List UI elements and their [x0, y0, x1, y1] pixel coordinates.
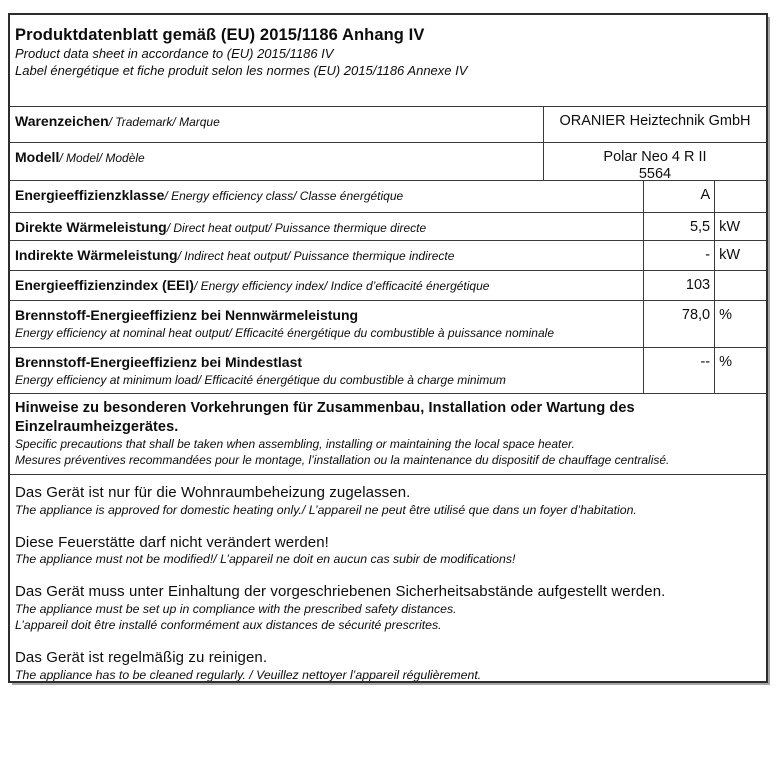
instruction-translation-en: The appliance must be set up in compliance with the prescribed safety distances. — [15, 602, 457, 617]
indirect-heat-label-de: Indirekte Wärmeleistung — [15, 247, 178, 263]
model-label-de: Modell — [15, 149, 60, 165]
eei-value: 103 — [643, 271, 714, 300]
row-efficiency-class — [10, 180, 766, 212]
efficiency-minimum-value: -- — [643, 348, 714, 393]
sheet-header — [10, 15, 766, 106]
product-data-sheet — [8, 13, 768, 683]
instruction-de: Das Gerät ist nur für die Wohnraumbeheizung zugelassen. — [15, 484, 411, 501]
instruction-translation: The appliance must not be modified!/ L’appareil ne doit en aucun cas subir de modifications! — [15, 552, 516, 567]
model-label — [10, 143, 543, 180]
eei-label-de: Energieeffizienzindex (EEI) — [15, 277, 194, 293]
instruction-de: Das Gerät ist regelmäßig zu reinigen. — [15, 649, 268, 667]
efficiency-nominal-label — [10, 301, 643, 347]
eei-label — [10, 271, 643, 300]
instruction-translation: The appliance has to be cleaned regularly. / Veuillez nettoyer l’appareil régulièrement. — [15, 667, 482, 681]
notes-title: Hinweise zu besonderen Vorkehrungen für Zusammenbau, Installation oder Wartung des Einzelraumheizgerätes. — [15, 400, 635, 435]
instruction-paragraph — [15, 484, 756, 519]
trademark-label-translations: / Trademark/ Marque — [108, 115, 220, 129]
efficiency-nominal-label-translations: Energy efficiency at nominal heat output/ Efficacité énergétique du combustible à puissance nominale — [15, 326, 554, 340]
model-name: Polar Neo 4 R II — [603, 149, 707, 165]
instruction-paragraph — [15, 649, 756, 681]
direct-heat-value: 5,5 — [643, 213, 714, 240]
model-label-translations: / Model/ Modèle — [59, 151, 145, 165]
row-trademark — [10, 106, 766, 142]
direct-heat-unit: kW — [714, 213, 766, 240]
efficiency-nominal-value: 78,0 — [643, 301, 714, 347]
indirect-heat-value: - — [643, 241, 714, 270]
instruction-translation-fr: L’appareil doit être installé conformément aux distances de sécurité prescrites. — [15, 618, 442, 633]
row-direct-heat — [10, 212, 766, 240]
instruction-de: Das Gerät muss unter Einhaltung der vorgeschriebenen Sicherheitsabstände aufgestellt werden. — [15, 583, 666, 601]
indirect-heat-label-translations: / Indirect heat output/ Puissance thermique indirecte — [177, 249, 455, 263]
row-efficiency-nominal — [10, 300, 766, 347]
efficiency-class-label-de: Energieeffizienzklasse — [15, 187, 165, 203]
efficiency-class-value: A — [643, 181, 714, 212]
trademark-label — [10, 107, 543, 142]
efficiency-class-label — [10, 181, 643, 212]
sheet-subtitle-fr: Label énergétique et fiche produit selon les normes (EU) 2015/1186 Annexe IV — [15, 63, 468, 79]
row-eei — [10, 270, 766, 300]
efficiency-minimum-label-translations: Energy efficiency at minimum load/ Efficacité énergétique du combustible à charge minimum — [15, 373, 506, 387]
trademark-value: ORANIER Heiztechnik GmbH — [543, 107, 766, 142]
row-notes — [10, 393, 766, 474]
notes-line-en: Specific precautions that shall be taken when assembling, installing or maintaining the local space heater. — [15, 436, 575, 451]
sheet-title: Produktdatenblatt gemäß (EU) 2015/1186 Anhang IV — [15, 26, 425, 44]
efficiency-minimum-label-de: Brennstoff-Energieeffizienz bei Mindestlast — [15, 354, 303, 370]
eei-label-translations: / Energy efficiency index/ Indice d’efficacité énergétique — [193, 279, 490, 293]
trademark-label-de: Warenzeichen — [15, 113, 109, 129]
direct-heat-label — [10, 213, 643, 240]
model-value — [543, 143, 766, 180]
efficiency-minimum-unit: % — [714, 348, 766, 393]
indirect-heat-label — [10, 241, 643, 270]
indirect-heat-unit: kW — [714, 241, 766, 270]
direct-heat-label-translations: / Direct heat output/ Puissance thermique directe — [166, 221, 427, 235]
efficiency-nominal-label-de: Brennstoff-Energieeffizienz bei Nennwärmeleistung — [15, 307, 359, 323]
row-efficiency-minimum — [10, 347, 766, 393]
eei-unit — [714, 271, 766, 300]
efficiency-class-label-translations: / Energy efficiency class/ Classe énergétique — [164, 189, 404, 203]
notes-line-fr: Mesures préventives recommandées pour le montage, l’installation ou la maintenance du dispositif de chauffage centralisé. — [15, 452, 670, 467]
direct-heat-label-de: Direkte Wärmeleistung — [15, 219, 167, 235]
instruction-de: Diese Feuerstätte darf nicht verändert werden! — [15, 533, 329, 551]
instructions-block — [10, 474, 766, 681]
efficiency-nominal-unit: % — [714, 301, 766, 347]
instruction-translation: The appliance is approved for domestic heating only./ L’appareil ne peut être utilisé que dans un foyer d’habitation. — [15, 502, 637, 517]
efficiency-class-unit — [714, 181, 766, 212]
row-model — [10, 142, 766, 180]
instruction-paragraph — [15, 534, 756, 569]
efficiency-minimum-label — [10, 348, 643, 393]
row-indirect-heat — [10, 240, 766, 270]
instruction-paragraph — [15, 583, 756, 634]
sheet-subtitle-en: Product data sheet in accordance to (EU) 2015/1186 IV — [15, 46, 334, 62]
model-number: 5564 — [638, 166, 672, 180]
